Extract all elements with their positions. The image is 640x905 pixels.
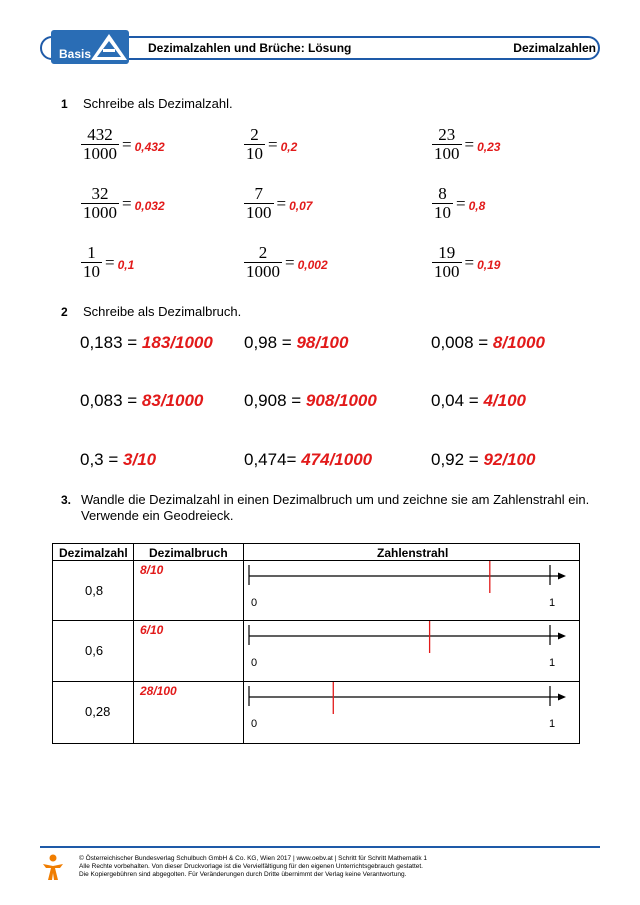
denominator: 10	[83, 262, 100, 281]
equals-sign: =	[464, 252, 475, 272]
task3-instruction-2: Verwende ein Geodreieck.	[81, 508, 234, 523]
fraction	[432, 126, 462, 163]
fraction	[432, 185, 453, 222]
footer-line-2: Alle Rechte vorbehalten. Von dieser Druckvorlage ist die Vervielfältigung für den eigenen Unterrichtsgebrauch gestattet.	[79, 863, 423, 870]
arrow-head-icon	[558, 633, 566, 640]
fraction-answer: 92/100	[483, 450, 536, 469]
fraction-value: 28/100	[140, 684, 177, 698]
fraction-item	[432, 244, 500, 281]
denominator: 10	[246, 144, 263, 163]
fraction-item	[432, 126, 500, 163]
equals-sign: =	[464, 134, 475, 154]
decimal-answer: 0,432	[134, 139, 165, 154]
axis-start-label: 0	[251, 657, 258, 669]
decimal-item	[244, 333, 348, 353]
task3-number: 3.	[61, 493, 72, 507]
fraction	[244, 126, 265, 163]
footer-line-3: Die Kopiergebühren sind abgegolten. Für Veränderungen durch Dritte übernimmt der Verlag keine Verantwortung.	[79, 871, 407, 878]
fraction	[244, 185, 274, 222]
arrow-head-icon	[558, 573, 566, 580]
equals-sign: =	[456, 193, 466, 213]
axis-end-label: 1	[549, 657, 556, 669]
equals-sign: =	[105, 252, 115, 272]
fraction-item	[244, 126, 297, 163]
numerator: 32	[91, 184, 109, 203]
decimal-given: 0,04 =	[431, 391, 484, 410]
decimal-answer: 0,8	[468, 198, 486, 213]
denominator: 1000	[83, 144, 117, 163]
badge-label: Basis	[59, 47, 92, 61]
footer-line-1: © Österreichischer Bundesverlag Schulbuch GmbH & Co. KG, Wien 2017 | www.oebv.at | Schritt für Schritt Mathematik 1	[79, 855, 427, 862]
axis-start-label: 0	[251, 597, 258, 609]
numerator: 23	[438, 125, 456, 144]
decimal-answer: 0,032	[134, 198, 165, 213]
fraction-answer: 908/1000	[305, 391, 377, 410]
decimal-answer: 0,23	[477, 139, 501, 154]
decimal-item	[244, 391, 377, 411]
fraction	[81, 126, 119, 163]
equals-sign: =	[276, 193, 287, 213]
denominator: 100	[434, 262, 460, 281]
equals-sign: =	[122, 193, 132, 213]
header-dezimalbruch: Dezimalbruch	[149, 546, 228, 560]
decimal-given: 0,183 =	[80, 333, 142, 352]
equals-sign: =	[268, 134, 278, 154]
decimal-answer: 0,19	[477, 257, 501, 272]
fraction-item	[81, 244, 134, 281]
decimal-value: 0,28	[85, 704, 111, 719]
task1-instruction: Schreibe als Dezimalzahl.	[83, 96, 233, 111]
page-title: Dezimalzahlen und Brüche: Lösung	[148, 41, 352, 55]
denominator: 10	[434, 203, 451, 222]
fraction	[244, 244, 282, 281]
numerator: 19	[438, 243, 456, 262]
decimal-item	[431, 450, 535, 470]
number-line	[243, 561, 573, 601]
decimal-answer: 0,002	[297, 257, 328, 272]
decimal-item	[80, 333, 213, 353]
page-topic: Dezimalzahlen	[513, 41, 596, 55]
decimal-given: 0,3 =	[80, 450, 124, 469]
header-dezimalzahl: Dezimalzahl	[59, 546, 128, 560]
decimal-given: 0,908 =	[244, 391, 306, 410]
fraction-answer: 3/10	[123, 450, 157, 469]
fraction-answer: 183/1000	[141, 333, 213, 352]
numerator: 2	[258, 243, 268, 262]
number-line-table	[52, 543, 580, 744]
fraction-value: 8/10	[140, 563, 164, 577]
decimal-item	[80, 391, 203, 411]
fraction-item	[81, 185, 165, 222]
header-zahlenstrahl: Zahlenstrahl	[377, 546, 449, 560]
decimal-item	[431, 391, 526, 411]
fraction-item	[81, 126, 165, 163]
task2-number: 2	[61, 305, 68, 319]
denominator: 1000	[83, 203, 117, 222]
decimal-given: 0,083 =	[80, 391, 142, 410]
fraction	[81, 244, 102, 281]
decimal-value: 0,8	[85, 583, 104, 598]
numerator: 7	[254, 184, 263, 203]
task3-instruction-1: Wandle die Dezimalzahl in einen Dezimalbruch um und zeichne sie am Zahlenstrahl ein.	[81, 492, 590, 507]
fraction-answer: 474/1000	[301, 450, 373, 469]
fraction-answer: 8/1000	[492, 333, 545, 352]
fraction-item	[244, 244, 328, 281]
decimal-given: 0,474=	[244, 450, 302, 469]
denominator: 1000	[246, 262, 280, 281]
fraction-item	[432, 185, 485, 222]
number-line	[243, 621, 573, 661]
decimal-answer: 0,1	[117, 257, 135, 272]
fraction	[81, 185, 119, 222]
decimal-item	[244, 450, 372, 470]
fraction-value: 6/10	[140, 623, 164, 637]
decimal-given: 0,008 =	[431, 333, 493, 352]
equals-sign: =	[122, 134, 132, 154]
numerator: 2	[250, 125, 259, 144]
footer-line	[40, 846, 600, 848]
fraction-answer: 98/100	[296, 333, 349, 352]
fraction-answer: 4/100	[483, 391, 527, 410]
numerator: 432	[87, 125, 113, 144]
decimal-value: 0,6	[85, 643, 104, 658]
fraction-item	[244, 185, 312, 222]
fraction-answer: 83/1000	[141, 391, 204, 410]
decimal-item	[431, 333, 545, 353]
axis-start-label: 0	[251, 718, 258, 730]
numerator: 8	[438, 184, 447, 203]
denominator: 100	[246, 203, 272, 222]
numerator: 1	[87, 243, 96, 262]
number-line	[243, 682, 573, 722]
decimal-answer: 0,2	[280, 139, 298, 154]
denominator: 100	[434, 144, 460, 163]
axis-end-label: 1	[549, 597, 556, 609]
decimal-item	[80, 450, 156, 470]
decimal-answer: 0,07	[289, 198, 313, 213]
publisher-logo-icon	[40, 854, 66, 882]
task2-instruction: Schreibe als Dezimalbruch.	[83, 304, 242, 319]
fraction	[432, 244, 462, 281]
arrow-head-icon	[558, 694, 566, 701]
decimal-given: 0,98 =	[244, 333, 297, 352]
decimal-given: 0,92 =	[431, 450, 484, 469]
task1-number: 1	[61, 97, 68, 111]
axis-end-label: 1	[549, 718, 556, 730]
equals-sign: =	[285, 252, 295, 272]
